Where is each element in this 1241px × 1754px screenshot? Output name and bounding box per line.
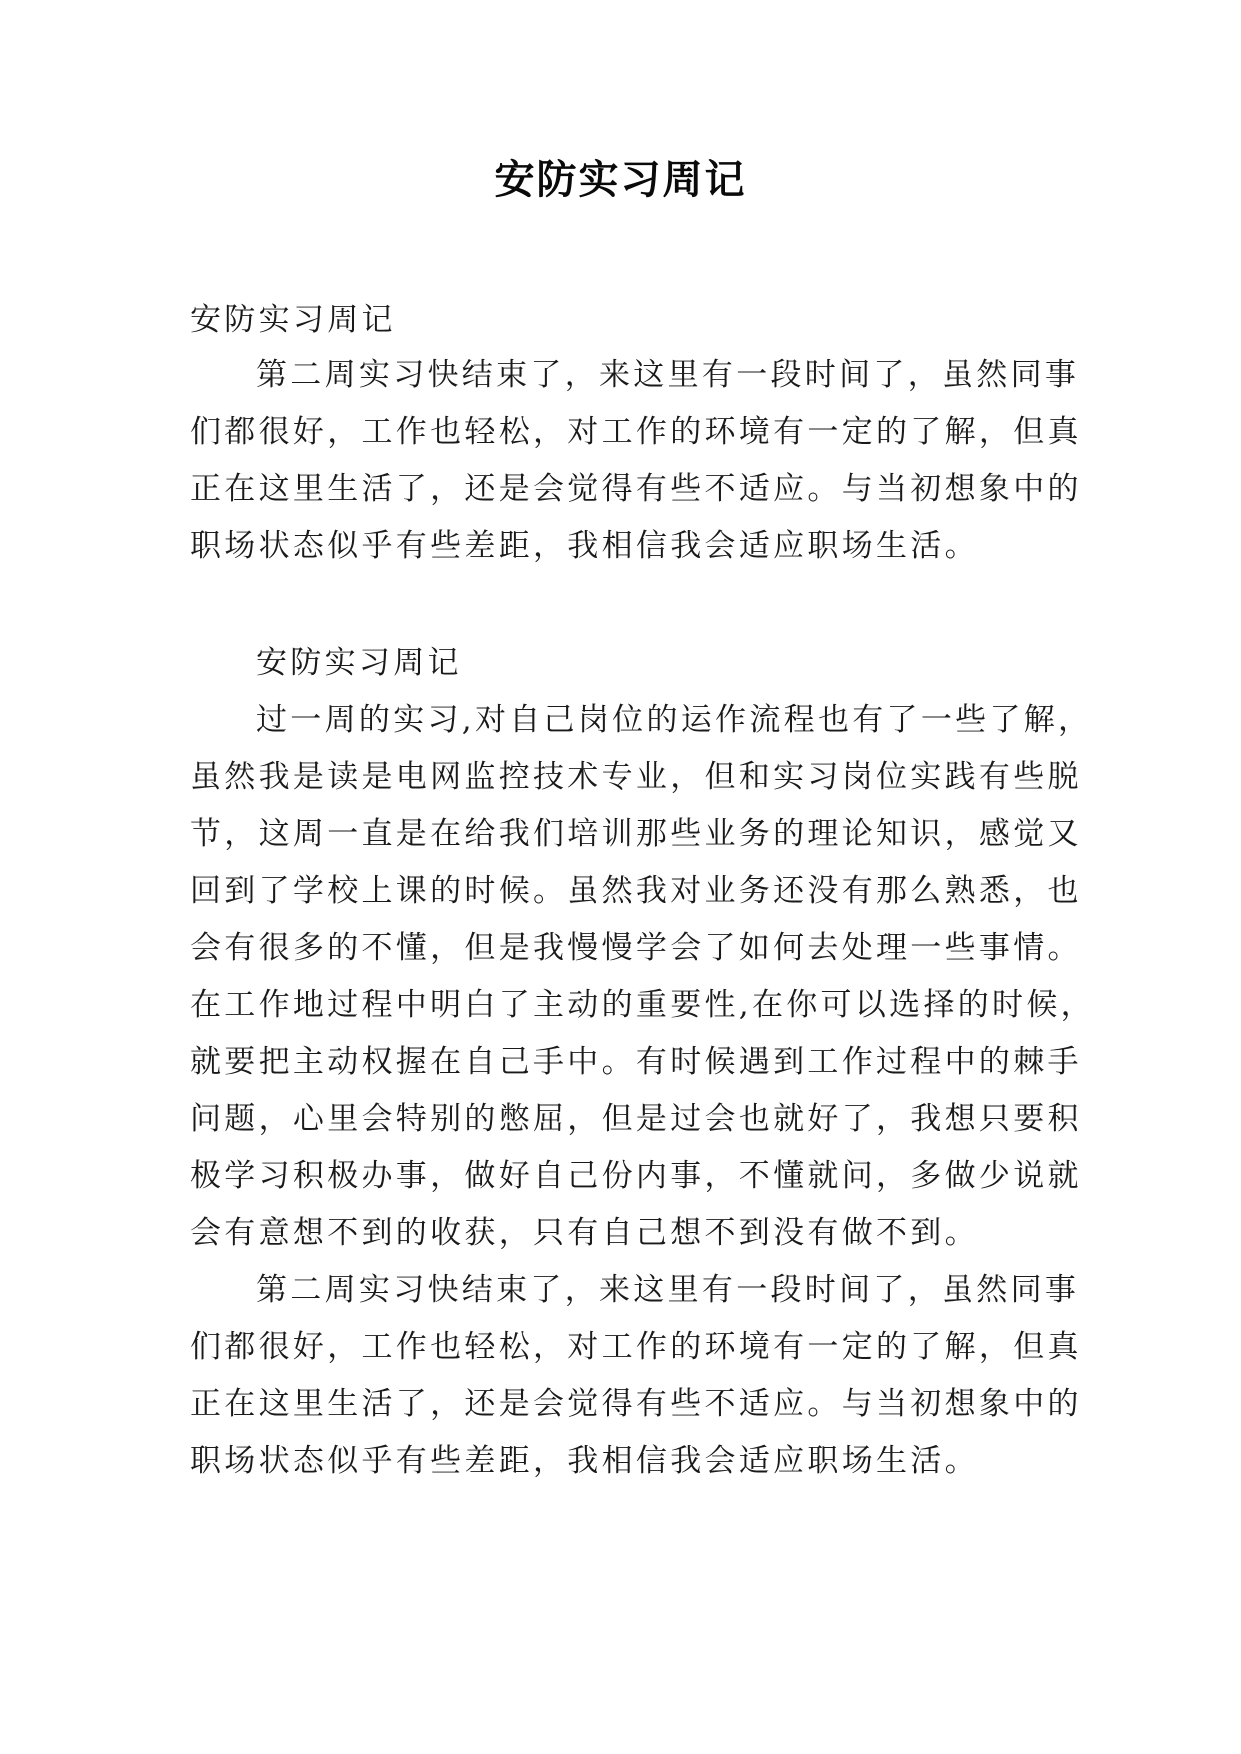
paragraph-line: 职场状态似乎有些差距，我相信我会适应职场生活。 xyxy=(190,1443,979,1479)
paragraph-line: 第二周实习快结束了，来这里有一段时间了，虽然同事 xyxy=(256,1272,1080,1308)
section-heading: 安防实习周记 xyxy=(256,645,462,681)
paragraph-line: 正在这里生活了，还是会觉得有些不适应。与当初想象中的 xyxy=(190,1386,1082,1422)
paragraph-line: 节，这周一直是在给我们培训那些业务的理论知识，感觉又 xyxy=(190,816,1082,852)
paragraph-line: 会有很多的不懂，但是我慢慢学会了如何去处理一些事情。 xyxy=(190,930,1082,966)
paragraph-line: 过一周的实习,对自己岗位的运作流程也有了一些了解， xyxy=(256,702,1093,738)
paragraph-line: 就要把主动权握在自己手中。有时候遇到工作过程中的棘手 xyxy=(190,1044,1082,1080)
paragraph-line: 虽然我是读是电网监控技术专业，但和实习岗位实践有些脱 xyxy=(190,759,1082,795)
document-title: 安防实习周记 xyxy=(494,156,747,203)
paragraph-line: 正在这里生活了，还是会觉得有些不适应。与当初想象中的 xyxy=(190,471,1082,507)
paragraph-line: 在工作地过程中明白了主动的重要性,在你可以选择的时候， xyxy=(190,987,1095,1023)
paragraph-line: 问题，心里会特别的憋屈，但是过会也就好了，我想只要积 xyxy=(190,1101,1082,1137)
paragraph-line: 们都很好，工作也轻松，对工作的环境有一定的了解，但真 xyxy=(190,1329,1082,1365)
paragraph-line: 极学习积极办事，做好自己份内事，不懂就问，多做少说就 xyxy=(190,1158,1082,1194)
paragraph-line: 们都很好，工作也轻松，对工作的环境有一定的了解，但真 xyxy=(190,414,1082,450)
paragraph-line: 第二周实习快结束了，来这里有一段时间了，虽然同事 xyxy=(256,357,1080,393)
section-heading: 安防实习周记 xyxy=(190,302,396,338)
paragraph-line: 回到了学校上课的时候。虽然我对业务还没有那么熟悉，也 xyxy=(190,873,1082,909)
paragraph-line: 会有意想不到的收获，只有自己想不到没有做不到。 xyxy=(190,1215,979,1251)
paragraph-line: 职场状态似乎有些差距，我相信我会适应职场生活。 xyxy=(190,528,979,564)
